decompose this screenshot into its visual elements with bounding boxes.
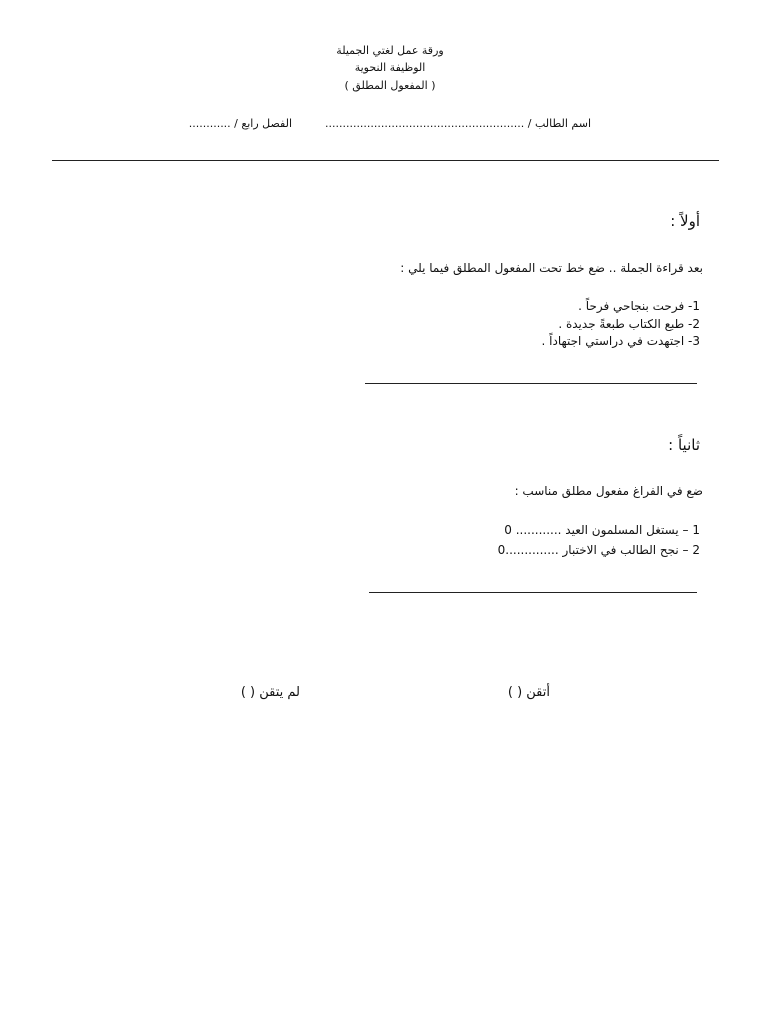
- class-field: الفصل رابع / ............: [188, 117, 292, 130]
- section2-title: ثانياً :: [668, 436, 700, 454]
- header-divider: [52, 160, 719, 161]
- section2-instruction: ضع في الفراغ مفعول مطلق مناسب :: [514, 484, 703, 498]
- section1-item-2: 2- طبع الكتاب طبعةً جديدة .: [558, 317, 700, 331]
- worksheet-topic: ( المفعول المطلق ): [344, 79, 436, 92]
- section1-item-1: 1- فرحت بنجاحي فرحاً .: [578, 299, 700, 313]
- section1-title: أولاً :: [670, 212, 700, 230]
- not-mastered-mark: لم يتقن ( ): [240, 685, 300, 700]
- student-name-field: اسم الطالب / .........................................................: [324, 117, 591, 130]
- section1-item-3: 3- اجتهدت في دراستي اجتهاداً .: [541, 334, 700, 348]
- worksheet-title: ورقة عمل لغتي الجميلة: [336, 44, 444, 57]
- worksheet-subtitle: الوظيفة النحوية: [354, 61, 426, 74]
- section2-item-1: 1 – يستغل المسلمون العيد ............ 0: [504, 523, 700, 537]
- mastered-mark: أتقن ( ): [507, 685, 550, 700]
- section1-instruction: بعد قراءة الجملة .. ضع خط تحت المفعول المطلق فيما يلي :: [400, 261, 703, 275]
- section1-divider: [365, 383, 697, 384]
- section2-divider: [369, 592, 697, 593]
- section2-item-2: 2 – نجح الطالب في الاختبار ..............0: [497, 543, 700, 557]
